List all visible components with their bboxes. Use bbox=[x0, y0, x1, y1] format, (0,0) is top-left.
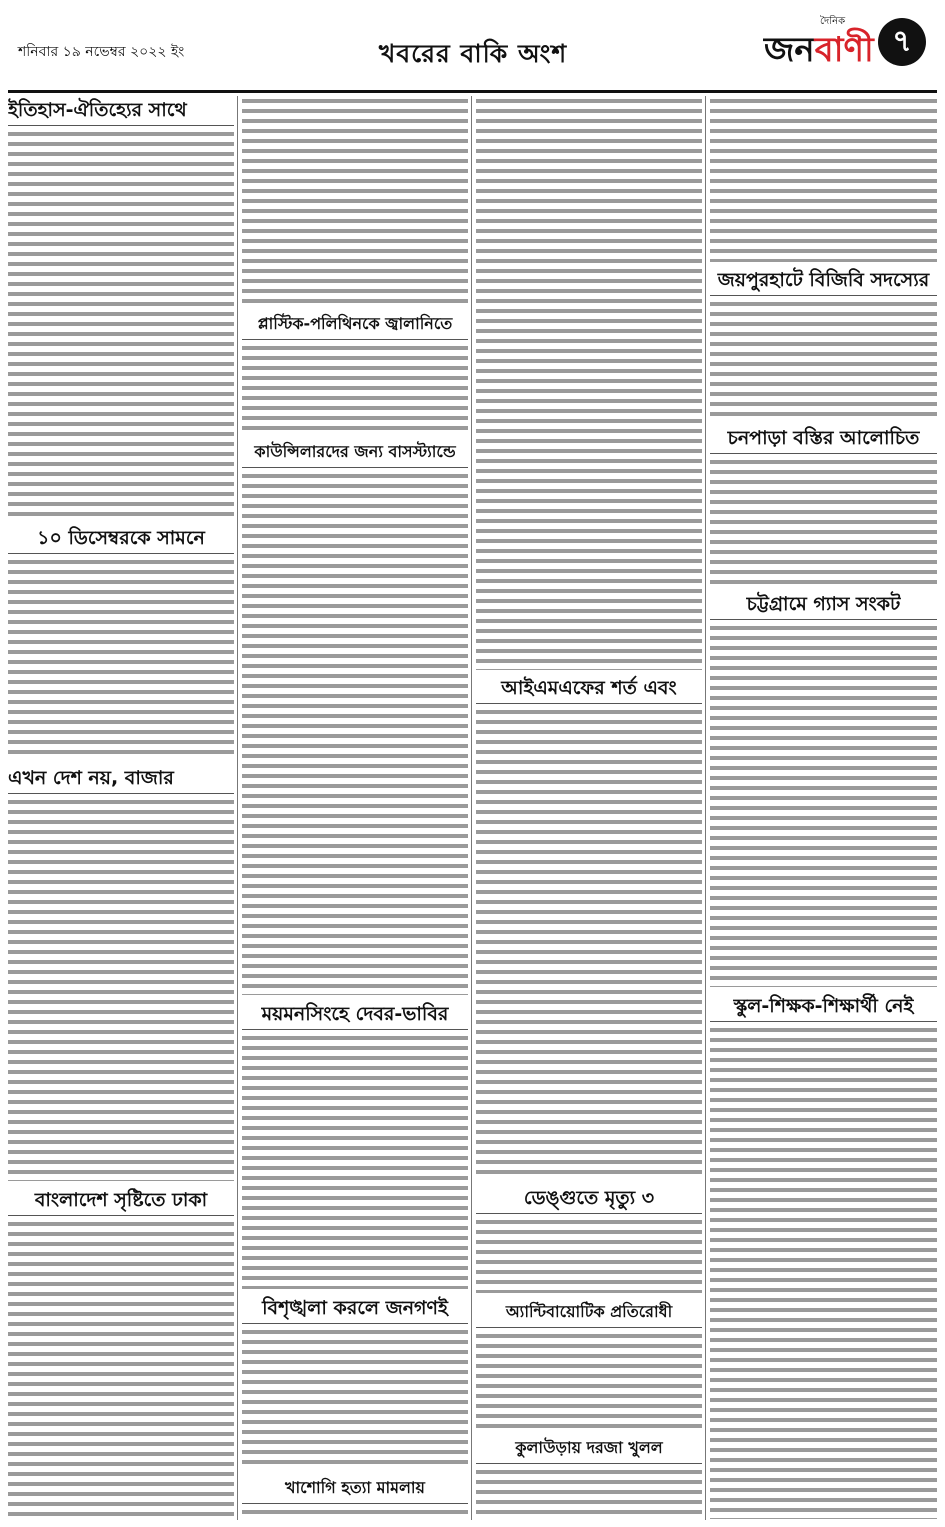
article-khashoggi bbox=[242, 1474, 468, 1520]
article-body bbox=[8, 557, 234, 757]
article-headline: অ্যান্টিবায়োটিক প্রতিরোধী bbox=[476, 1298, 702, 1328]
article-headline: আইএমএফের শর্ত এবং bbox=[476, 674, 702, 704]
article-plastic bbox=[242, 310, 468, 434]
article-body bbox=[710, 299, 937, 419]
continuation-text bbox=[710, 96, 937, 262]
page-number-badge: ৭ bbox=[878, 18, 926, 66]
article-chattogram-gas bbox=[710, 590, 937, 988]
article-headline: খাশোগি হত্যা মামলায় bbox=[242, 1474, 468, 1504]
article-body bbox=[242, 471, 468, 995]
article-headline: চট্টগ্রামে গ্যাস সংকট bbox=[710, 590, 937, 620]
article-headline: ময়মনসিংহে দেবর-ভাবির bbox=[242, 1000, 468, 1030]
continuation-text bbox=[476, 96, 702, 670]
article-headline: বিশৃঙ্খলা করলে জনগণই bbox=[242, 1294, 468, 1324]
article-body bbox=[710, 623, 937, 987]
article-body bbox=[242, 343, 468, 433]
article-antibiotic bbox=[476, 1298, 702, 1430]
article-headline: কুলাউড়ায় দরজা খুলল bbox=[476, 1434, 702, 1464]
article-headline: প্লাস্টিক-পলিথিনকে জ্বালানিতে bbox=[242, 310, 468, 340]
article-headline: স্কুল-শিক্ষক-শিক্ষার্থী নেই bbox=[710, 992, 937, 1022]
newspaper-logo bbox=[760, 10, 930, 86]
article-dengue bbox=[476, 1184, 702, 1294]
article-imf bbox=[476, 674, 702, 1180]
article-bangladesh-dhaka bbox=[8, 1186, 234, 1520]
column-1 bbox=[8, 96, 234, 1520]
article-body bbox=[242, 1033, 468, 1289]
article-councillor bbox=[242, 438, 468, 996]
article-body bbox=[476, 1467, 702, 1519]
masthead bbox=[8, 6, 937, 93]
article-headline: ডেঙ্গুতে মৃত্যু ৩ bbox=[476, 1184, 702, 1214]
article-school-teacher bbox=[710, 992, 937, 1520]
article-joypurhat bbox=[710, 266, 937, 420]
article-body bbox=[8, 129, 234, 519]
article-body bbox=[242, 1327, 468, 1469]
issue-date: শনিবার ১৯ নভেম্বর ২০২২ ইং bbox=[18, 44, 185, 60]
article-body bbox=[8, 797, 234, 1181]
section-title: খবরের বাকি অংশ bbox=[378, 39, 568, 68]
article-body bbox=[710, 457, 937, 585]
article-body bbox=[242, 1507, 468, 1520]
article-mymensingh bbox=[242, 1000, 468, 1290]
article-headline: ১০ ডিসেম্বরকে সামনে bbox=[8, 524, 234, 554]
column-3 bbox=[476, 96, 702, 1520]
continuation-text bbox=[242, 96, 468, 306]
article-body bbox=[476, 707, 702, 1179]
article-itihas bbox=[8, 96, 234, 520]
article-headline: জয়পুরহাটে বিজিবি সদস্যের bbox=[710, 266, 937, 296]
article-headline: ইতিহাস-ঐতিহ্যের সাথে bbox=[8, 96, 234, 126]
column-rule bbox=[705, 96, 706, 1520]
article-body bbox=[476, 1331, 702, 1429]
article-body bbox=[710, 1025, 937, 1519]
article-headline: কাউন্সিলারদের জন্য বাসস্ট্যান্ডে bbox=[242, 438, 468, 468]
article-headline: এখন দেশ নয়, বাজার bbox=[8, 764, 234, 794]
column-2 bbox=[242, 96, 468, 1520]
article-kulaura bbox=[476, 1434, 702, 1520]
article-bishrinkhola bbox=[242, 1294, 468, 1470]
logo-tagline: দৈনিক bbox=[820, 16, 846, 27]
article-headline: চনপাড়া বস্তির আলোচিত bbox=[710, 424, 937, 454]
logo-part-2: বাণী bbox=[814, 30, 874, 70]
logo-part-1: জন bbox=[764, 30, 815, 70]
article-headline: বাংলাদেশ সৃষ্টিতে ঢাকা bbox=[8, 1186, 234, 1216]
article-10-december bbox=[8, 524, 234, 760]
column-rule bbox=[471, 96, 472, 1520]
article-body bbox=[8, 1219, 234, 1519]
columns-container bbox=[8, 96, 937, 1520]
column-4 bbox=[710, 96, 937, 1520]
column-rule bbox=[237, 96, 238, 1520]
article-body bbox=[476, 1217, 702, 1293]
logo-wordmark bbox=[764, 24, 874, 81]
article-chonpara bbox=[710, 424, 937, 586]
article-ekhon-desh bbox=[8, 764, 234, 1182]
